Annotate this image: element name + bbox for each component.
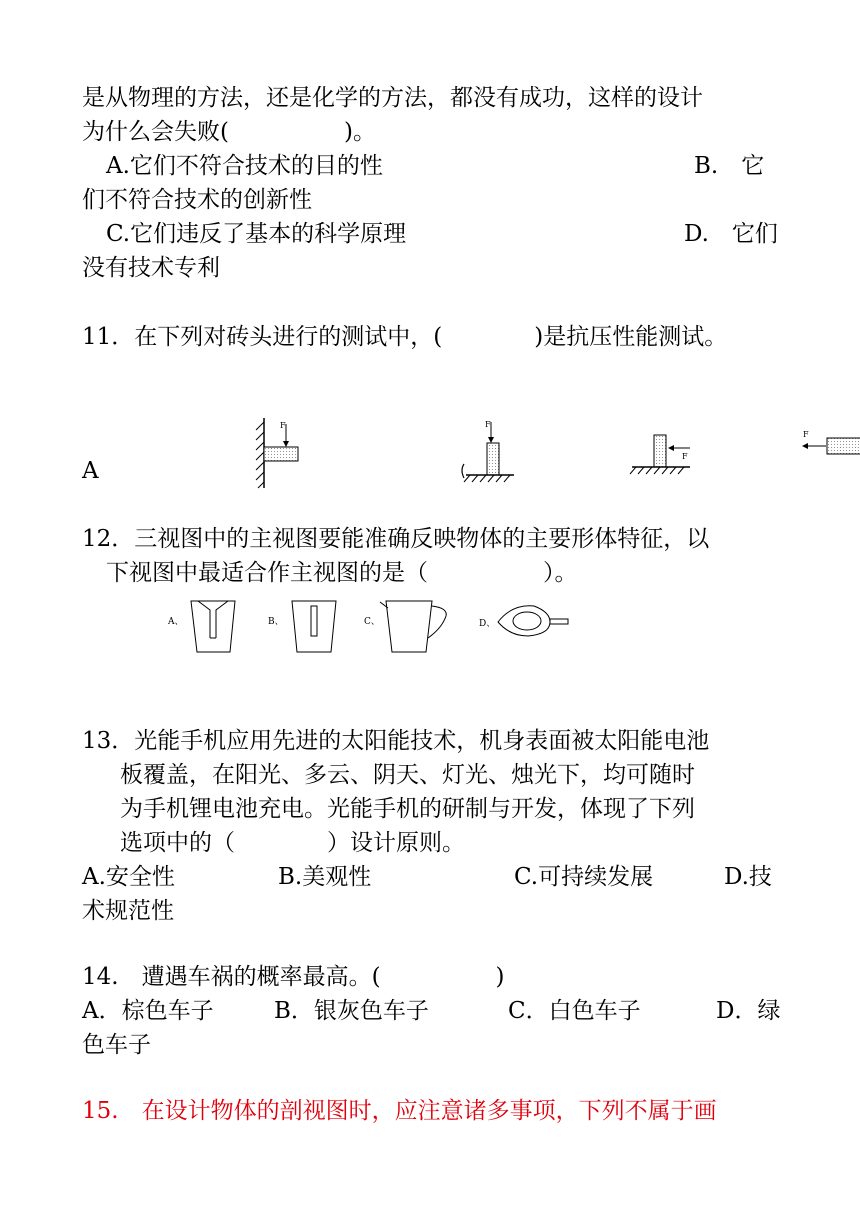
q10-option-b: B. 它 bbox=[694, 153, 765, 179]
q11-option-a-label: A bbox=[82, 458, 99, 484]
q12-figure-b bbox=[292, 601, 336, 652]
q10-option-d: D. 它们 bbox=[684, 221, 778, 247]
q12-label-c: C、 bbox=[364, 617, 380, 627]
q12-figure-d bbox=[498, 606, 568, 636]
q14-stem: 14. 遭遇车祸的概率最高。( ) bbox=[82, 964, 505, 990]
force-label: F bbox=[803, 430, 809, 439]
q12-figure-c bbox=[380, 601, 446, 652]
q10-option-a: A.它们不符合技术的目的性 bbox=[106, 153, 383, 179]
q12-figure-a bbox=[191, 601, 235, 652]
q11-figure-d bbox=[800, 422, 860, 462]
q14-option-d-continued: 色车子 bbox=[82, 1032, 151, 1058]
q14-option-b: B．银灰色车子 bbox=[274, 998, 429, 1024]
q13-option-d: D.技 bbox=[724, 864, 772, 890]
q11-figure-a bbox=[246, 414, 306, 490]
q12-stem-line1: 12．三视图中的主视图要能准确反映物体的主要形体特征，以 bbox=[82, 526, 710, 552]
q13-option-c: C.可持续发展 bbox=[514, 864, 654, 890]
q14-option-a: A．棕色车子 bbox=[82, 998, 214, 1024]
q12-label-a: A、 bbox=[168, 617, 184, 627]
force-label: F bbox=[280, 421, 286, 430]
q10-stem-line2: 为什么会失败( )。 bbox=[82, 119, 376, 145]
force-label: F bbox=[485, 420, 491, 429]
q13-option-d-continued: 术规范性 bbox=[82, 898, 174, 924]
q10-option-d-continued: 没有技术专利 bbox=[82, 255, 220, 281]
q13-option-a: A.安全性 bbox=[82, 864, 175, 890]
q13-option-b: B.美观性 bbox=[278, 864, 372, 890]
q13-stem-line3: 为手机锂电池充电。光能手机的研制与开发，体现了下列 bbox=[120, 796, 695, 822]
q13-stem-line4: 选项中的（ ）设计原则。 bbox=[120, 830, 465, 856]
q10-stem-line1: 是从物理的方法，还是化学的方法，都没有成功，这样的设计 bbox=[82, 85, 703, 111]
q12-stem-line2: 下视图中最适合作主视图的是（ ）。 bbox=[106, 560, 578, 586]
q15-stem: 15. 在设计物体的剖视图时，应注意诸多事项，下列不属于画 bbox=[82, 1098, 717, 1124]
q14-option-d: D．绿 bbox=[716, 998, 781, 1024]
q10-option-b-continued: 们不符合技术的创新性 bbox=[82, 187, 312, 213]
q13-stem-line2: 板覆盖，在阳光、多云、阴天、灯光、烛光下，均可随时 bbox=[120, 762, 695, 788]
q11-stem: 11．在下列对砖头进行的测试中，( )是抗压性能测试。 bbox=[82, 324, 728, 350]
force-label: F bbox=[682, 452, 688, 461]
q13-stem-line1: 13．光能手机应用先进的太阳能技术，机身表面被太阳能电池 bbox=[82, 728, 710, 754]
q11-figure-c bbox=[628, 414, 698, 490]
q11-figure-b bbox=[458, 414, 518, 490]
q12-label-d: D、 bbox=[479, 619, 496, 629]
q12-figures bbox=[166, 598, 576, 658]
q14-option-c: C．白色车子 bbox=[508, 998, 641, 1024]
q12-label-b: B、 bbox=[268, 617, 284, 627]
q10-option-c: C.它们违反了基本的科学原理 bbox=[106, 221, 407, 247]
